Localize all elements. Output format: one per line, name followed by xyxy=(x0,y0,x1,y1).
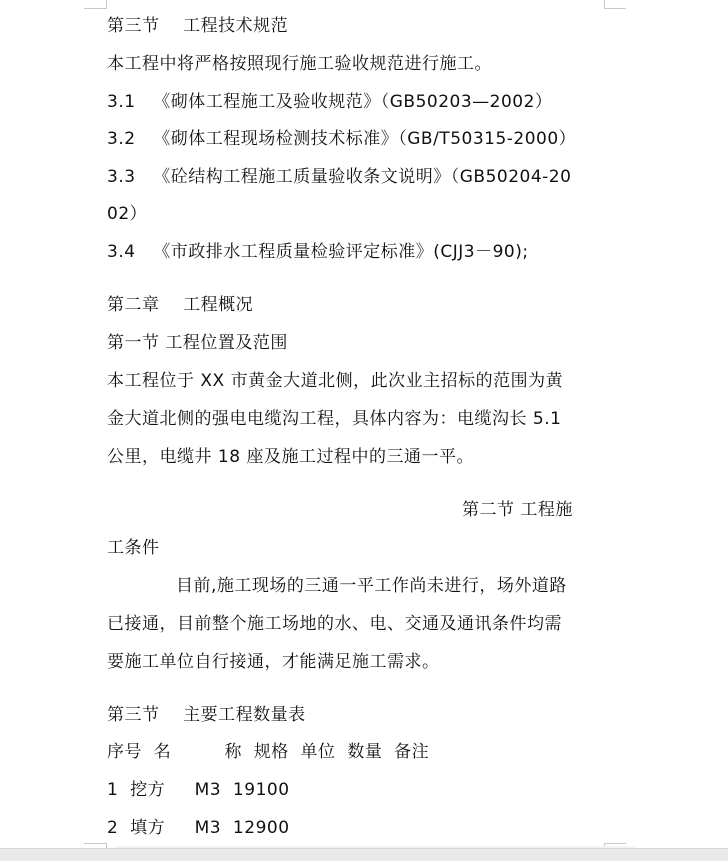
paragraph-line: 本工程中将严格按照现行施工验收规范进行施工。 xyxy=(107,54,492,74)
table-row: 1 挖方 M3 19100 xyxy=(107,780,290,800)
paragraph-line: 金大道北侧的强电电缆沟工程，具体内容为：电缆沟长 5.1 xyxy=(107,409,562,429)
standard-item: 3.4 《市政排水工程质量检验评定标准》(CJJ3－90); xyxy=(107,242,529,262)
section-heading-right: 第二节 工程施 xyxy=(462,500,573,520)
standard-item: 3.2 《砌体工程现场检测技术标准》（GB/T50315-2000） xyxy=(107,129,577,149)
section-heading: 第三节 工程技术规范 xyxy=(107,16,289,36)
paragraph-line: 已接通，目前整个施工场地的水、电、交通及通讯条件均需 xyxy=(107,614,562,634)
paragraph-line: 公里，电缆井 18 座及施工过程中的三通一平。 xyxy=(107,447,474,467)
section-heading-wrap: 工条件 xyxy=(107,538,160,558)
section-heading: 第三节 主要工程数量表 xyxy=(107,705,306,725)
crop-mark-top-left-v xyxy=(106,0,107,9)
crop-mark-bottom-right-h xyxy=(604,843,626,844)
standard-item: 3.3 《砼结构工程施工质量验收条文说明》（GB50204-20 xyxy=(107,167,572,187)
paragraph-line-indented: 目前,施工现场的三通一平工作尚未进行，场外道路 xyxy=(176,576,567,596)
crop-mark-top-left-h xyxy=(84,8,106,9)
table-header: 序号 名 称 规格 单位 数量 备注 xyxy=(107,742,430,762)
standard-item-wrap: 02） xyxy=(107,204,148,224)
paragraph-line: 本工程位于 XX 市黄金大道北侧，此次业主招标的范围为黄 xyxy=(107,371,564,391)
crop-mark-bottom-left-h xyxy=(84,843,106,844)
crop-mark-top-right-h xyxy=(604,8,626,9)
crop-mark-top-right-v xyxy=(604,0,605,9)
page-separator xyxy=(0,848,728,861)
table-row: 2 填方 M3 12900 xyxy=(107,818,290,838)
section-heading: 第一节 工程位置及范围 xyxy=(107,333,288,353)
standard-item: 3.1 《砌体工程施工及验收规范》（GB50203—2002） xyxy=(107,92,553,112)
chapter-heading: 第二章 工程概况 xyxy=(107,295,254,315)
paragraph-line: 要施工单位自行接通，才能满足施工需求。 xyxy=(107,652,440,672)
